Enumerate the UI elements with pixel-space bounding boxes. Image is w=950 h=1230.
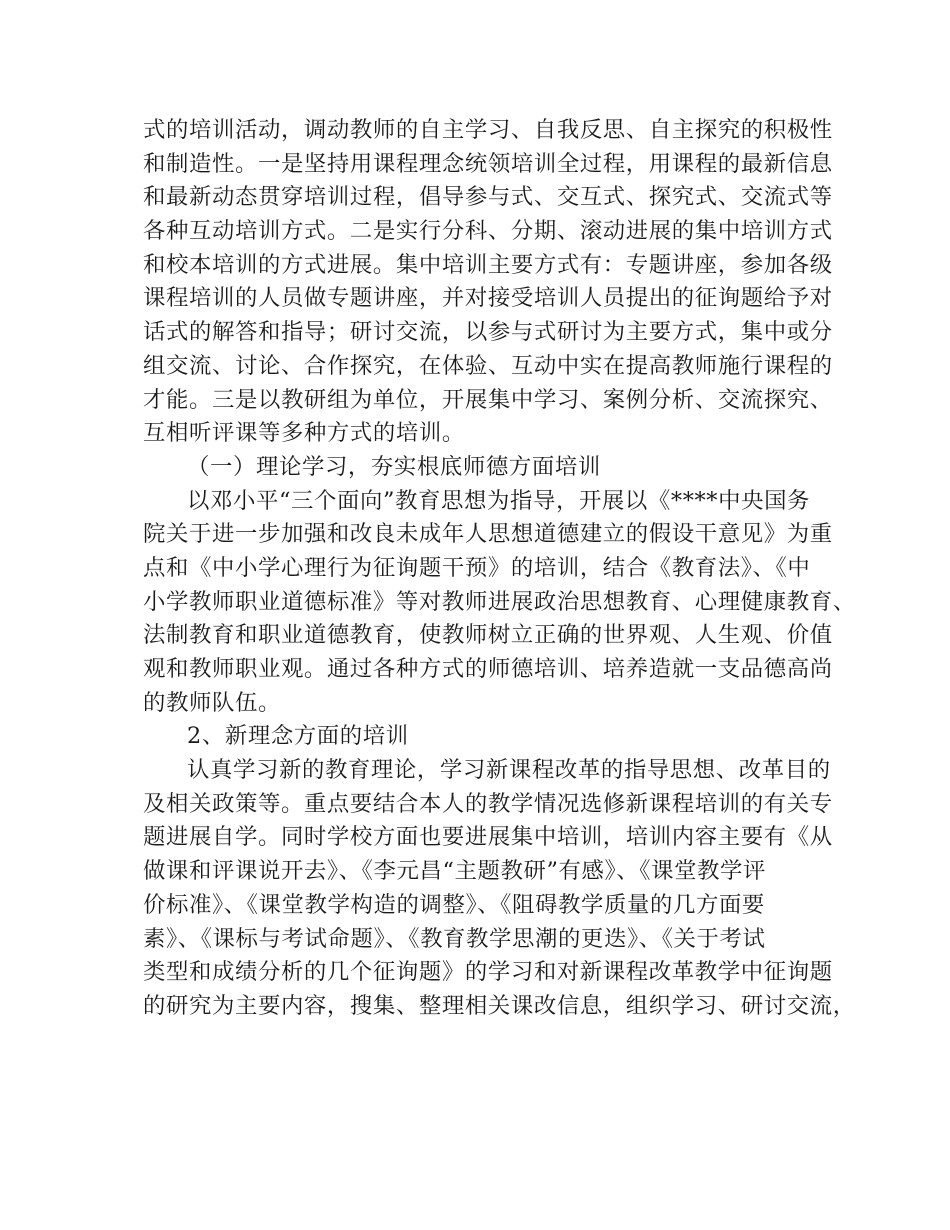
text-line: 课程培训的人员做专题讲座，并对接受培训人员提出的征询题给予对 (143, 285, 833, 312)
text-line: 观和教师职业观。通过各种方式的师德培训、培养造就一支品德高尚 (143, 656, 833, 682)
text-line: 做课和评课说开去》、《李元昌“主题教研”有感》、《课堂教学评 (143, 858, 767, 885)
text-line: 互相听评课等多种方式的培训。 (143, 420, 465, 447)
text-line: （一）理论学习，夯实根底师德方面培训 (187, 453, 601, 480)
text-line: 2、新理念方面的培训 (187, 723, 409, 750)
text-line: 法制教育和职业道德教育，使教师树立正确的世界观、人生观、价值 (143, 622, 833, 649)
text-line: 话式的解答和指导；研讨交流，以参与式研讨为主要方式，集中或分 (143, 319, 833, 346)
text-line: 各种互动培训方式。二是实行分科、分期、滚动进展的集中培训方式 (143, 218, 833, 245)
text-line: 题进展自学。同时学校方面也要进展集中培训，培训内容主要有《从 (143, 824, 833, 851)
text-line: 价标准》、《课堂教学构造的调整》、《阻碍教学质量的几方面要 (143, 891, 765, 918)
text-line: 素》、《课标与考试命题》、《教育教学思潮的更迭》、《关于考试 (143, 925, 766, 952)
text-line: 以邓小平“三个面向”教育思想为指导，开展以《****中央国务 (187, 487, 811, 514)
text-line: 才能。三是以教研组为单位，开展集中学习、案例分析、交流探究、 (143, 386, 833, 413)
text-line: 及相关政策等。重点要结合本人的教学情况选修新课程培训的有关专 (143, 790, 833, 817)
text-line: 认真学习新的教育理论，学习新课程改革的指导思想、改革目的 (187, 757, 831, 784)
text-line: 式的培训活动，调动教师的自主学习、自我反思、自主探究的积极性 (143, 117, 833, 143)
text-line: 的研究为主要内容，搜集、整理相关课改信息，组织学习、研讨交流， (143, 992, 856, 1019)
text-line: 的教师队伍。 (143, 689, 281, 716)
text-line: 组交流、讨论、合作探究，在体验、互动中实在提高教师施行课程的 (143, 352, 833, 379)
text-line: 点和《中小学心理行为征询题干预》的培训，结合《教育法》、《中 (143, 554, 811, 581)
text-line: 小学教师职业道德标准》等对教师进展政治思想教育、心理健康教育、 (143, 588, 856, 615)
body-text (143, 114, 856, 1024)
text-line: 院关于进一步加强和改良未成年人思想道德建立的假设干意见》为重 (143, 521, 833, 548)
text-line: 和校本培训的方式进展。集中培训主要方式有：专题讲座，参加各级 (143, 251, 833, 278)
text-line: 类型和成绩分析的几个征询题》的学习和对新课程改革教学中征询题 (143, 959, 833, 986)
text-line: 和最新动态贯穿培训过程，倡导参与式、交互式、探究式、交流式等 (143, 184, 833, 211)
text-line: 和制造性。一是坚持用课程理念统领培训全过程，用课程的最新信息 (143, 150, 833, 177)
